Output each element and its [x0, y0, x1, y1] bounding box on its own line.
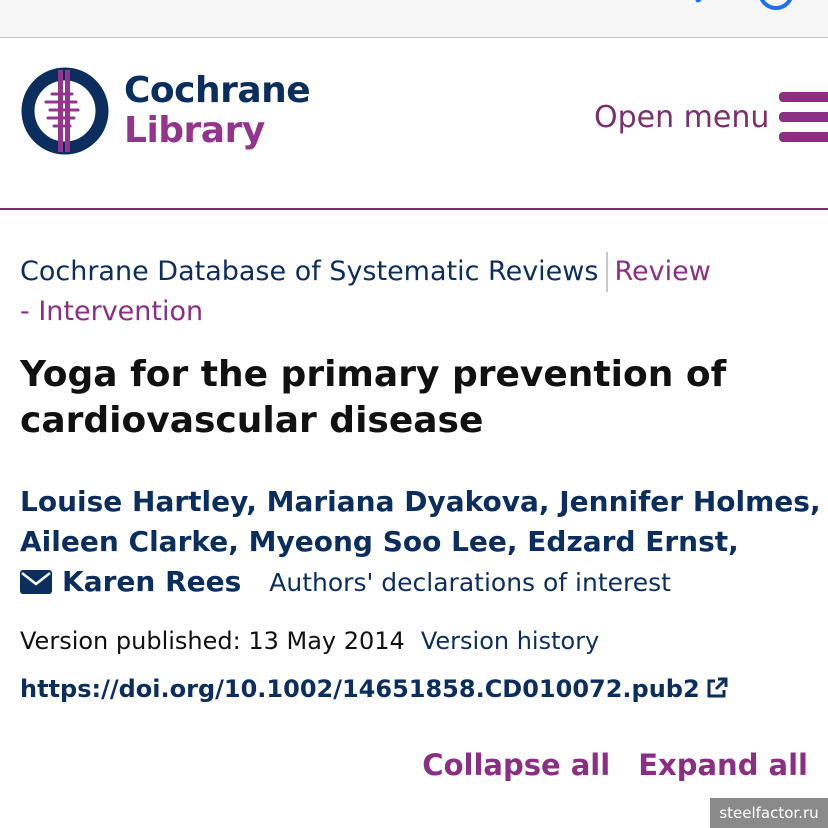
breadcrumb-database[interactable]: Cochrane Database of Systematic Reviews — [20, 256, 599, 287]
logo-text-library: Library — [124, 110, 265, 151]
breadcrumb-divider — [606, 252, 608, 292]
logo-text-cochrane: Cochrane — [124, 70, 311, 111]
version-history-link[interactable]: Version history — [420, 627, 600, 655]
open-menu-label: Open menu — [594, 99, 770, 135]
open-menu-button[interactable] — [594, 92, 828, 142]
corresponding-author[interactable]: Karen Rees — [62, 565, 242, 598]
authors-line-3 — [20, 562, 810, 603]
external-link-icon — [706, 677, 728, 699]
hamburger-menu-icon — [779, 92, 828, 142]
declarations-of-interest-link[interactable]: Authors' declarations of interest — [269, 568, 671, 597]
version-info — [20, 624, 810, 658]
back-arrow-icon[interactable] — [690, 0, 720, 10]
author-list — [20, 482, 821, 603]
browser-toolbar — [0, 0, 828, 38]
site-header — [0, 38, 828, 210]
cochrane-library-logo[interactable] — [124, 71, 310, 151]
cochrane-logo-icon[interactable] — [20, 66, 110, 156]
envelope-icon[interactable] — [20, 570, 52, 594]
expand-all-button[interactable]: Expand all — [638, 748, 808, 782]
version-published: Version published: 13 May 2014 — [20, 627, 405, 655]
doi-text: https://doi.org/10.1002/14651858.CD010072.pub2 — [20, 675, 700, 703]
doi-link[interactable] — [20, 672, 810, 706]
watermark: steelfactor.ru — [710, 798, 828, 828]
breadcrumb-review-type[interactable]: Review - Intervention — [20, 256, 711, 327]
breadcrumb — [20, 252, 720, 332]
refresh-icon[interactable] — [756, 0, 796, 10]
collapse-all-button[interactable]: Collapse all — [422, 748, 611, 782]
authors-line-1[interactable]: Louise Hartley, Mariana Dyakova, Jennifer Holmes, — [20, 485, 821, 518]
section-toggle-controls — [422, 748, 808, 782]
article-title: Yoga for the primary prevention of cardiovascular disease — [20, 354, 727, 441]
authors-line-2[interactable]: Aileen Clarke, Myeong Soo Lee, Edzard Ernst, — [20, 525, 739, 558]
